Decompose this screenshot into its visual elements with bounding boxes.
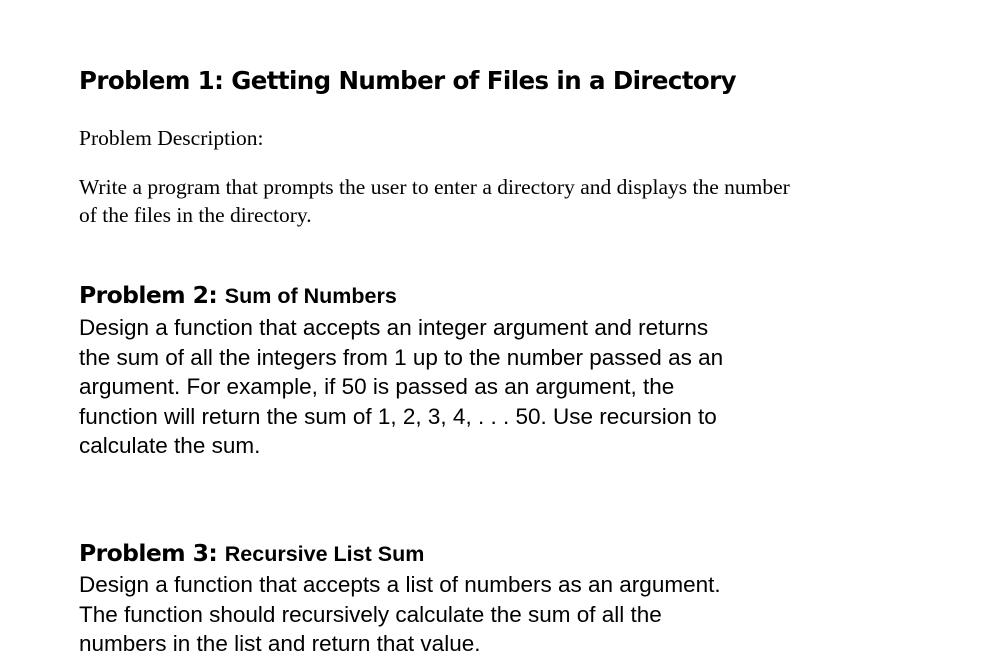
problem2-body: [79, 313, 723, 461]
problem2-heading: [79, 280, 397, 311]
problem3-heading-prefix: Problem 3:: [79, 539, 225, 567]
problem3-heading-title: Recursive List Sum: [224, 542, 425, 566]
problem2-body-line: calculate the sum.: [79, 433, 261, 458]
problem3-body-line: Design a function that accepts a list of numbers as an argument.: [79, 572, 721, 597]
problem1-body-line: of the files in the directory.: [79, 203, 312, 227]
problem1-body: [79, 173, 790, 229]
problem2-body-line: the sum of all the integers from 1 up to the number passed as an: [79, 344, 724, 370]
problem3-body-line: numbers in the list and return that value.: [79, 631, 481, 656]
problem1-description-label: Problem Description:: [79, 126, 264, 150]
problem2-heading-prefix: Problem 2:: [79, 281, 225, 309]
problem2-body-line: function will return the sum of 1, 2, 3, 4, . . . 50. Use recursion to: [79, 403, 717, 429]
problem2-heading-title: Sum of Numbers: [224, 284, 397, 308]
problem2-body-line: Design a function that accepts an integer argument and returns: [79, 315, 709, 340]
problem1-body-line: Write a program that prompts the user to enter a directory and displays the number: [79, 175, 790, 199]
problem2-body-line: argument. For example, if 50 is passed as an argument, the: [79, 374, 675, 399]
problem3-body: [79, 570, 721, 659]
problem3-heading: [79, 538, 424, 569]
problem3-body-line: The function should recursively calculate the sum of all the: [79, 601, 662, 627]
problem1-heading: Problem 1: Getting Number of Files in a Directory: [79, 66, 737, 95]
